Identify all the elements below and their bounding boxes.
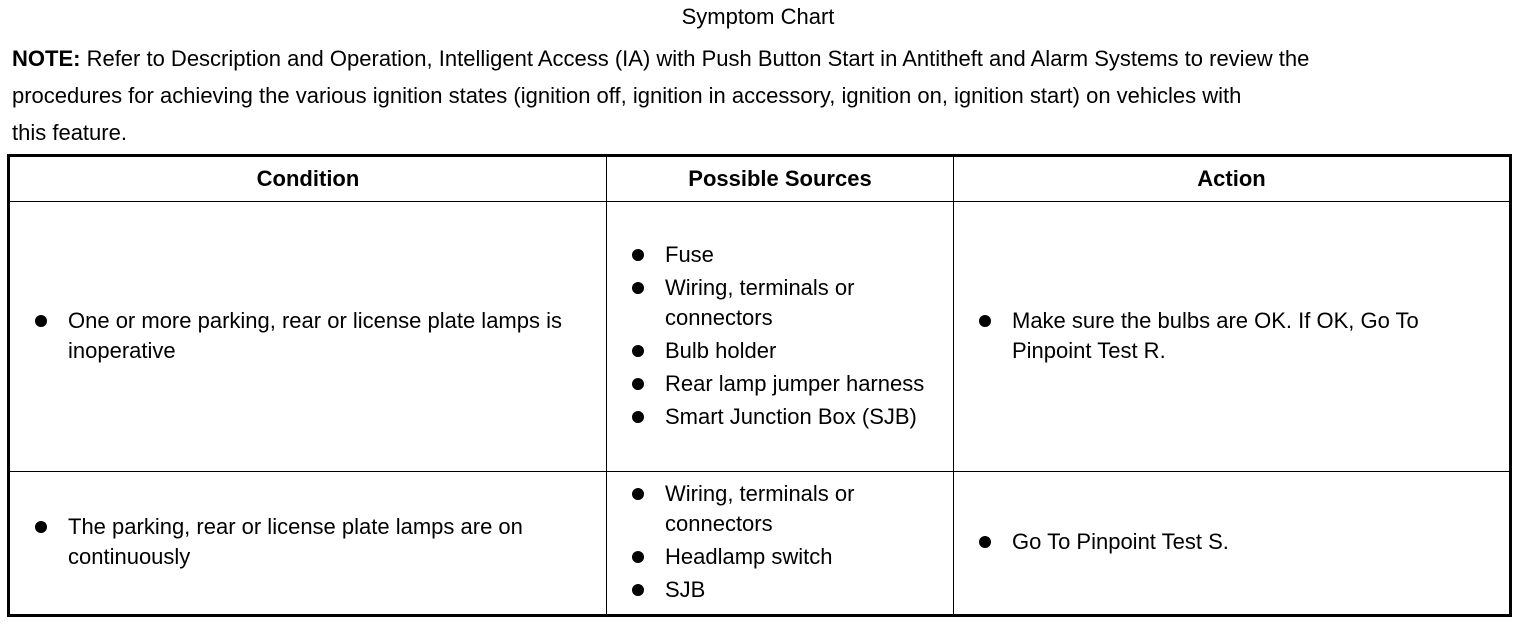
note-block	[12, 40, 1512, 151]
symptom-table	[7, 154, 1512, 617]
sources-cell	[607, 472, 954, 616]
source-item: Headlamp switch	[607, 542, 943, 572]
source-item: Smart Junction Box (SJB)	[607, 402, 943, 432]
source-item: SJB	[607, 575, 943, 605]
header-action: Action	[954, 156, 1511, 202]
source-item: Rear lamp jumper harness	[607, 369, 943, 399]
header-row	[9, 156, 1511, 202]
action-item: Make sure the bulbs are OK. If OK, Go To Pinpoint Test R.	[954, 306, 1499, 366]
source-item: Wiring, terminals or connectors	[607, 273, 943, 333]
action-item: Go To Pinpoint Test S.	[954, 527, 1499, 557]
note-line-1	[12, 40, 1512, 77]
source-item: Fuse	[607, 240, 943, 270]
note-label: NOTE:	[12, 46, 81, 71]
condition-cell	[9, 472, 607, 616]
condition-item: The parking, rear or license plate lamps are on continuously	[10, 512, 596, 572]
note-line-3: this feature.	[12, 120, 127, 145]
source-item: Bulb holder	[607, 336, 943, 366]
condition-cell	[9, 202, 607, 472]
note-text-1: Refer to Description and Operation, Intelligent Access (IA) with Push Button Start in Antitheft and Alarm Systems to review the	[80, 46, 1310, 71]
table-row	[9, 202, 1511, 472]
note-line-2: procedures for achieving the various ignition states (ignition off, ignition in accessory, ignition on, ignition start) on vehicles with	[12, 83, 1242, 108]
header-possible-sources: Possible Sources	[607, 156, 954, 202]
table-row	[9, 472, 1511, 616]
header-condition: Condition	[9, 156, 607, 202]
action-cell	[954, 202, 1511, 472]
page-title: Symptom Chart	[681, 4, 835, 29]
sources-cell	[607, 202, 954, 472]
action-cell	[954, 472, 1511, 616]
condition-item: One or more parking, rear or license plate lamps is inoperative	[10, 306, 596, 366]
source-item: Wiring, terminals or connectors	[607, 479, 943, 539]
